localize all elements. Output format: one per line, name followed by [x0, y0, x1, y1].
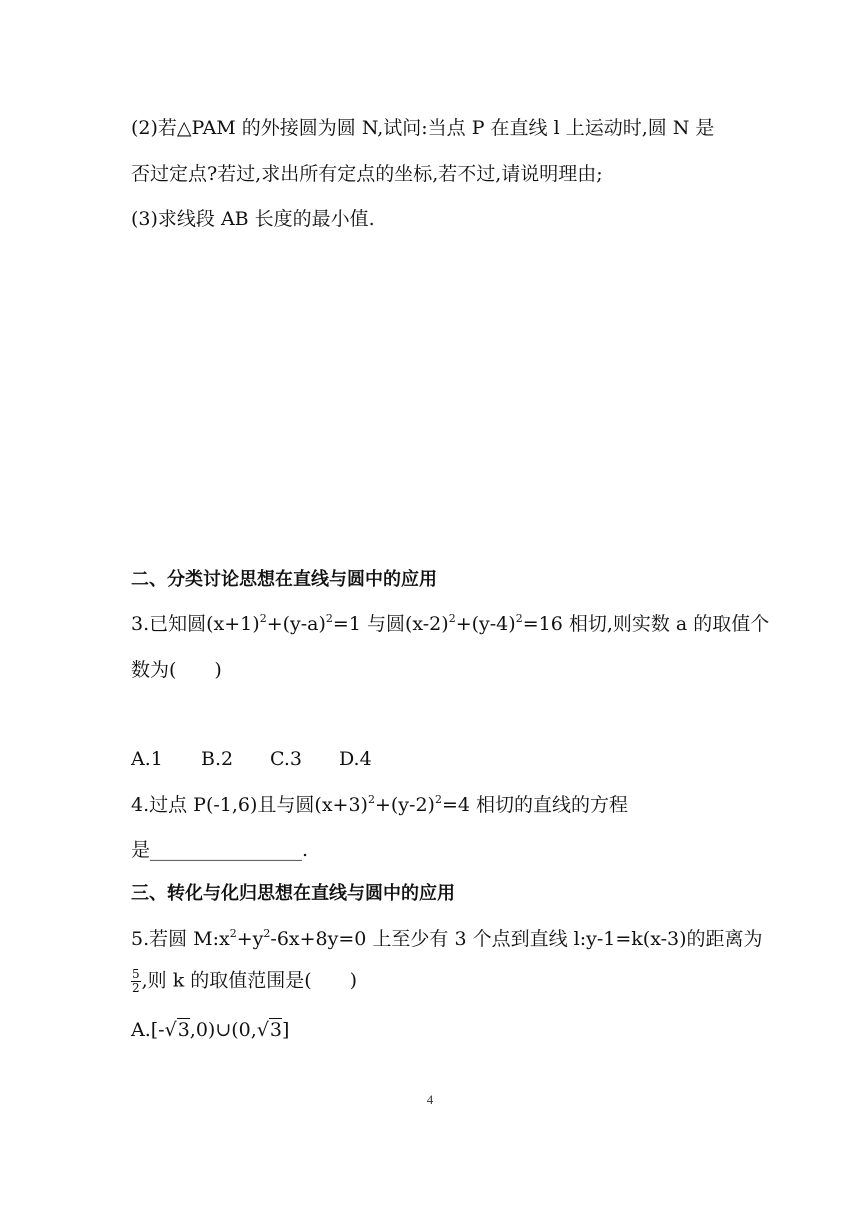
sqrt-sign: √ — [256, 1019, 269, 1041]
fraction — [131, 968, 141, 995]
fraction-numerator: 5 — [132, 967, 140, 981]
q5-option-a-mid: ,0)∪(0, — [189, 1019, 257, 1041]
q3-options — [131, 747, 372, 771]
q5-text-tail: -6x+8y=0 上至少有 3 个点到直线 l:y-1=k(x-3)的距离为 — [270, 928, 763, 950]
q2-part3: (3)求线段 AB 长度的最小值. — [131, 208, 375, 230]
section3-heading: 三、转化与化归思想在直线与圆中的应用 — [131, 883, 455, 904]
sqrt-sign: √ — [164, 1019, 177, 1041]
q4-line2: 是________________. — [131, 839, 309, 861]
q4-text-prefix: 4.过点 P(-1,6)且与圆(x+3) — [131, 794, 368, 816]
q5-exp: 2 — [263, 926, 271, 940]
q5-line2 — [131, 968, 357, 995]
q5-option-a — [131, 1018, 289, 1042]
q4-line1 — [131, 793, 628, 817]
q5-line1 — [131, 927, 763, 951]
fraction-denominator: 2 — [132, 981, 140, 995]
q5-option-a-prefix: A.[- — [131, 1019, 165, 1041]
q5-text-line2-tail: ,则 k 的取值范围是( ) — [141, 969, 358, 992]
q3-text-tail: =16 相切,则实数 a 的取值个 — [522, 613, 770, 635]
q3-option-d: D.4 — [339, 748, 372, 770]
q2-part2-line1: (2)若△PAM 的外接圆为圆 N,试问:当点 P 在直线 l 上运动时,圆 N 是 — [131, 117, 715, 139]
sqrt-radicand: 3 — [177, 1019, 190, 1041]
q2-part2-line2: 否过定点?若过,求出所有定点的坐标,若不过,请说明理由; — [131, 163, 603, 185]
q3-option-a: A.1 — [131, 748, 163, 770]
q5-text-prefix: 5.若圆 M:x — [131, 928, 230, 950]
page-number: 4 — [426, 1092, 434, 1107]
q3-text-mid1: +(y-a) — [266, 613, 326, 635]
section2-heading: 二、分类讨论思想在直线与圆中的应用 — [131, 569, 437, 590]
q5-text-mid: +y — [236, 928, 264, 950]
sqrt-radicand: 3 — [269, 1019, 283, 1041]
q4-text-tail: =4 相切的直线的方程 — [441, 794, 629, 816]
q4-text-mid: +(y-2) — [374, 794, 435, 816]
q3-text-prefix: 3.已知圆(x+1) — [131, 613, 260, 635]
q3-exp: 2 — [325, 611, 333, 625]
q3-text-mid3: +(y-4) — [455, 613, 516, 635]
q3-option-b: B.2 — [201, 748, 234, 770]
q3-text-mid2: =1 与圆(x-2) — [332, 613, 449, 635]
q4-exp: 2 — [434, 792, 442, 806]
q3-option-c: C.3 — [270, 748, 302, 770]
q4-exp: 2 — [367, 792, 375, 806]
sqrt — [257, 1018, 282, 1041]
q3-exp: 2 — [448, 611, 456, 625]
q3-exp: 2 — [515, 611, 523, 625]
q5-exp: 2 — [229, 926, 237, 940]
q3-line1 — [131, 612, 769, 636]
q3-line2: 数为( ) — [131, 659, 222, 681]
q3-exp: 2 — [259, 611, 267, 625]
q5-option-a-tail: ] — [282, 1019, 290, 1041]
sqrt — [165, 1018, 190, 1041]
